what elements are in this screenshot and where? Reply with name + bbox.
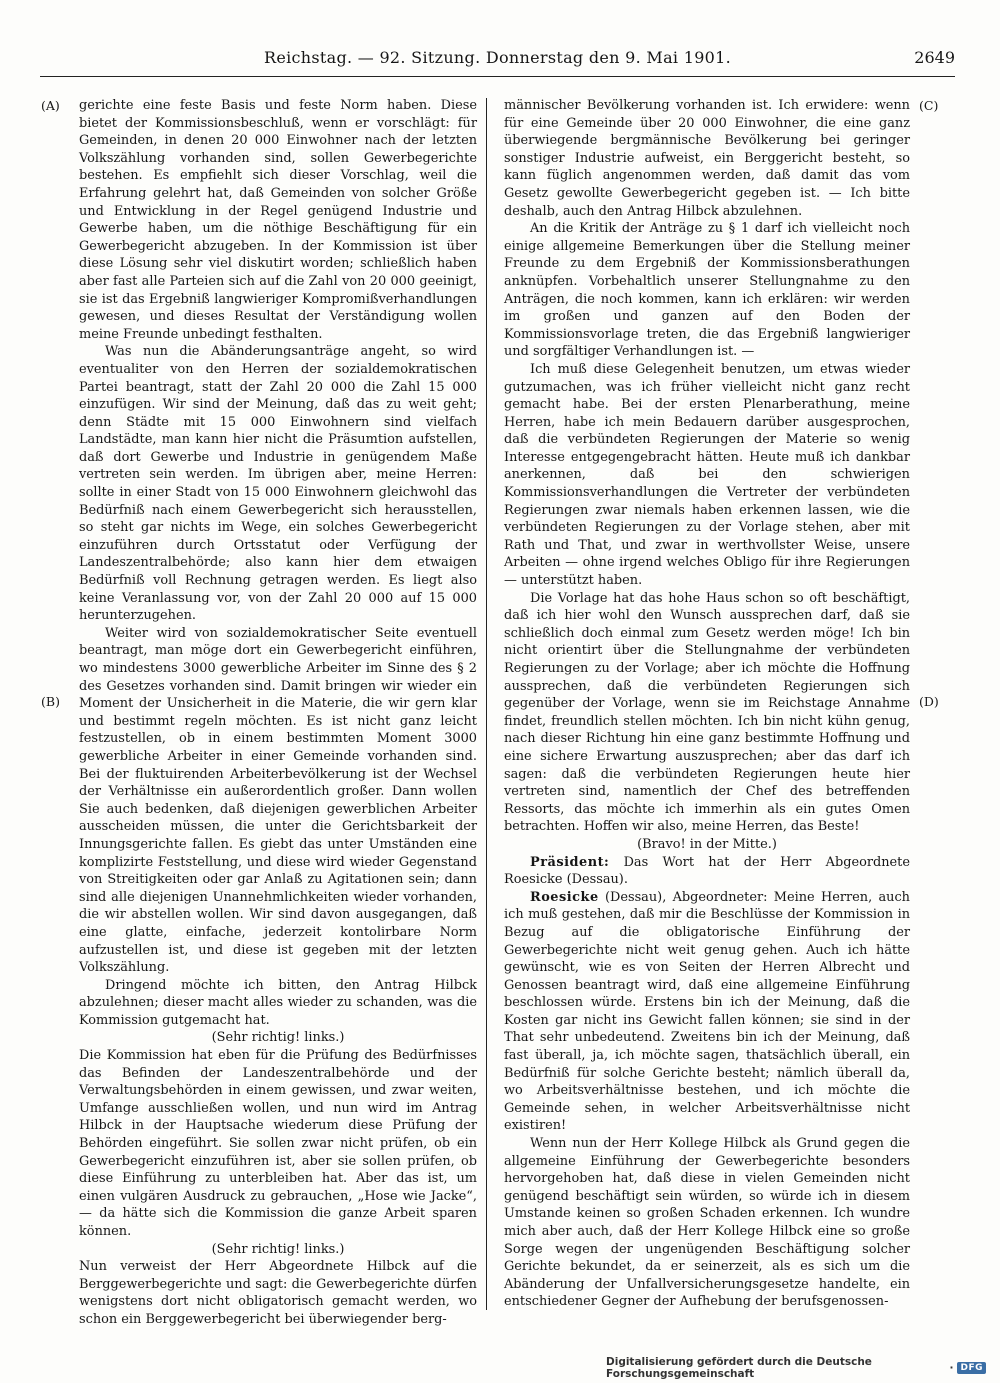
speaker-paragraph: Roesicke (Dessau), Abgeordneter: Meine Herren, auch ich muß gestehen, daß mir die Beschlüsse der Kommission in Bezug auf die obligatorische Einführung der Gewerbegerichte nicht weit genug gehen. Auch ich hätte gewünscht, wie es von Seiten der Herren Albrecht und Genossen beantragt wird, daß eine allgemeine Einführung beschlossen würde. Erstens bin ich der Meinung, daß die Kosten gar nicht ins Gewicht fallen können; sie sind in der That sehr unbedeutend. Zweitens bin ich der Meinung, daß fast überall, ja, ich möchte sagen, thatsächlich überall, ein Bedürfniß für solche Gerichte besteht; nämlich überall da, wo Arbeitsverhältnisse bestehen, und ich möchte die Gemeinde sehen, in welcher Arbeitsverhältnisse nicht existiren! — [504, 889, 910, 1134]
interjection: (Bravo! in der Mitte.) — [637, 836, 777, 852]
paragraph: Weiter wird von sozialdemokratischer Seite eventuell beantragt, man möge dort ein Gewerbegericht einführen, wo mindestens 3000 gewerbliche Arbeiter im Sinne des § 2 des Gesetzes vorhanden sind. Damit bringen wir wieder ein Moment der Unsicherheit in die Materie, die wir gern klar und bestimmt regeln möchten. Es ist nicht ganz leicht festzustellen, ob in einem bestimmten Moment 3000 gewerbliche Arbeiter in einer Gemeinde vorhanden sind. Bei der fluktuirenden Arbeiterbevölkerung ist der Wechsel der Verhältnisse ein außerordentlich großer. Dann wollen Sie auch bedenken, daß diejenigen gewerblichen Arbeiter ausscheiden müssen, die unter die Gerichtsbarkeit der Innungsgerichte fallen. Es giebt das unter Umständen eine komplizirte Feststellung, und diese wird wieder Gegenstand von Streitigkeiten oder gar Anlaß zu Agitationen sein; dann sind alle diejenigen Unannehmlichkeiten wieder vorhanden, die wir abstellen wollen. Wir sind davon ausgegangen, daß eine glatte, einfache, jederzeit kontolirbare Norm aufzustellen ist, und diese ist gegeben mit der letzten Volkszählung. — [79, 625, 477, 976]
speaker-paragraph: Präsident: Das Wort hat der Herr Abgeordnete Roesicke (Dessau). — [504, 854, 910, 888]
margin-marker-c: (C) — [919, 98, 939, 113]
header-rule — [40, 76, 955, 77]
page-header — [40, 48, 955, 72]
paragraph: gerichte eine feste Basis und feste Norm haben. Diese bietet der Kommissionsbeschluß, wenn er vorschlägt: für Gemeinden, in denen 20 000 Einwohner nach der letzten Volkszählung vorhanden sind, sollen Gewerbegerichte bestehen. Es empfiehlt sich dieser Vorschlag, weil die Erfahrung gelehrt hat, daß Gemeinden von solcher Größe und Entwicklung in der Regel genügend Industrie und Gewerbe haben, um die nöthige Beschäftigung für ein Gewerbegericht abzugeben. In der Kommission ist über diese Lösung sehr viel diskutirt worden; schließlich haben aber fast alle Parteien sich auf die Zahl von 20 000 geeinigt, sie ist das Ergebniß langwieriger Kompromißverhandlungen gewesen, und dieses Resultat der Verständigung wollen meine Freunde unbedingt festhalten. — [79, 98, 477, 342]
speaker-name: Präsident: — [530, 854, 610, 870]
separator-dot: · — [949, 1362, 954, 1374]
credit-text: Digitalisierung gefördert durch die Deutsche Forschungsgemeinschaft — [606, 1356, 872, 1380]
margin-marker-a: (A) — [41, 98, 60, 113]
paragraph: Dringend möchte ich bitten, den Antrag Hilbck abzulehnen; dieser macht alles wieder zu schanden, was die Kommission gutgemacht hat. — [79, 977, 477, 1028]
interjection: (Sehr richtig! links.) — [211, 1030, 345, 1046]
paragraph: Die Kommission hat eben für die Prüfung des Bedürfnisses das Befinden der Landeszentralbehörde und der Verwaltungsbehörden in einem gewissen, und zwar weiten, Umfange ausschließen wollen, und nun wird im Antrag Hilbck in der Hauptsache wiederum diese Prüfung der Behörden eingeführt. Sie sollen zwar nicht prüfen, ob ein Gewerbegericht einzuführen ist, aber sie sollen prüfen, ob diese Einführung zu unterbleiben hat. Aber das ist, um einen vulgären Ausdruck zu gebrauchen, „Hose wie Jacke“, — da hätte sich die Kommission die ganze Arbeit sparen können. — [79, 1048, 477, 1239]
column-divider — [486, 98, 487, 1310]
paragraph: Nun verweist der Herr Abgeordnete Hilbck auf die Berggewerbegerichte und sagt: die Gewerbegerichte dürfen wenigstens dort nicht obligatorisch gemacht werden, wo schon ein Berggewerbegericht bei überwiegender berg- — [79, 1259, 477, 1327]
paragraph: männischer Bevölkerung vorhanden ist. Ich erwidere: wenn für eine Gemeinde über 20 000 Einwohner, die eine ganz überwiegende bergmännische Bevölkerung bei geringer sonstiger Industrie aufweist, ein Berggericht besteht, so kann füglich angenommen werden, daß damit das vom Gesetz gewollte Gewerbegericht gegeben ist. — Ich bitte deshalb, auch den Antrag Hilbck abzulehnen. — [504, 98, 910, 219]
right-column — [504, 97, 910, 1311]
page-number: 2649 — [914, 48, 955, 67]
paragraph: Ich muß diese Gelegenheit benutzen, um etwas wieder gutzumachen, was ich früher vielleicht nicht ganz recht gemacht habe. Bei der ersten Plenarberathung, meine Herren, habe ich mein Bedauern darüber ausgesprochen, daß die verbündeten Regierungen der Materie so wenig Interesse entgegengebracht hätten. Heute muß ich dankbar anerkennen, daß bei den schwierigen Kommissionsverhandlungen die Vertreter der verbündeten Regierungen zwar niemals haben erkennen lassen, wie die verbündeten Regierungen zu der Vorlage stehen, aber mit Rath und That, und zwar in werthvollster Weise, unsere Arbeiten — ohne irgend welches Obligo für ihre Regierungen — unterstützt haben. — [504, 361, 910, 589]
paragraph: Wenn nun der Herr Kollege Hilbck als Grund gegen die allgemeine Einführung der Gewerbegerichte besonders hervorgehoben hat, daß diese in vielen Gemeinden nicht genügend beschäftigt sein würden, so würde ich in diesem Umstande keinen so großen Schaden erkennen. Ich wundre mich aber auch, daß der Herr Kollege Hilbck eine so große Sorge wegen der ungenügenden Beschäftigung solcher Gerichte bekundet, da er seinerzeit, als es sich um die Abänderung der Unfallversicherungsgesetze handelte, ein entschiedener Gegner der Aufhebung der berufsgenossen- — [504, 1136, 910, 1310]
digitization-credit — [606, 1356, 986, 1380]
interjection: (Sehr richtig! links.) — [211, 1241, 345, 1257]
paragraph: An die Kritik der Anträge zu § 1 darf ich vielleicht noch einige allgemeine Bemerkungen über die Stellung meiner Freunde zu dem Ergebniß der Kommissionsberathungen anknüpfen. Vorbehaltlich unserer Stellungnahme zu den Anträgen, die noch kommen, kann ich erklären: wir werden im großen und ganzen auf den Boden der Kommissionsvorlage treten, die das Ergebniß langwieriger und sorgfältiger Verhandlungen ist. — — [504, 221, 910, 360]
left-column — [79, 97, 477, 1329]
speaker-name: Roesicke — [530, 889, 599, 905]
dfg-logo: DFG — [957, 1362, 986, 1374]
running-title: Reichstag. — 92. Sitzung. Donnerstag den 9. Mai 1901. — [263, 48, 732, 67]
paragraph: Was nun die Abänderungsanträge angeht, so wird eventualiter von den Herren der sozialdemokratischen Partei beantragt, statt der Zahl 20 000 die Zahl 15 000 einzufügen. Wir sind der Meinung, daß das zu weit geht; denn Städte mit 15 000 Einwohnern sind vielfach Landstädte, man kann hier nicht die Präsumtion aufstellen, daß dort Gewerbe und Industrie in genügendem Maße vertreten sein werden. Im übrigen aber, meine Herren: sollte in einer Stadt von 15 000 Einwohnern gleichwohl das Bedürfniß nach einem Gewerbegericht sich herausstellen, so steht gar nichts im Wege, ein solches Gewerbegericht einzuführen durch Ortsstatut oder Verfügung der Landeszentralbehörde; also kann hier dem etwaigen Bedürfniß voll Rechnung getragen werden. Es liegt also keine Veranlassung vor, von der Zahl 20 000 auf 15 000 herunterzugehen. — [79, 344, 477, 624]
margin-marker-b: (B) — [41, 694, 60, 709]
paragraph: Die Vorlage hat das hohe Haus schon so oft beschäftigt, daß ich hier wohl den Wunsch aussprechen darf, daß sie schließlich doch einmal zum Gesetz werden möge! Ich bin nicht orientirt über die Stellungnahme der verbündeten Regierungen zu der Vorlage; aber ich möchte die Hoffnung aussprechen, daß die verbündeten Regierungen sich gegenüber der Vorlage, wenn sie im Reichstage Annahme findet, freundlich stellen möchten. Ich bin nicht kühn genug, nach dieser Richtung hin eine ganz bestimmte Hoffnung und eine sichere Erwartung auszusprechen; aber das darf ich sagen: daß die verbündeten Regierungen heute hier vertreten sind, namentlich der Chef des betreffenden Ressorts, das möchte ich immerhin als ein gutes Omen betrachten. Hoffen wir also, meine Herren, das Beste! — [504, 590, 910, 835]
margin-marker-d: (D) — [919, 694, 939, 709]
